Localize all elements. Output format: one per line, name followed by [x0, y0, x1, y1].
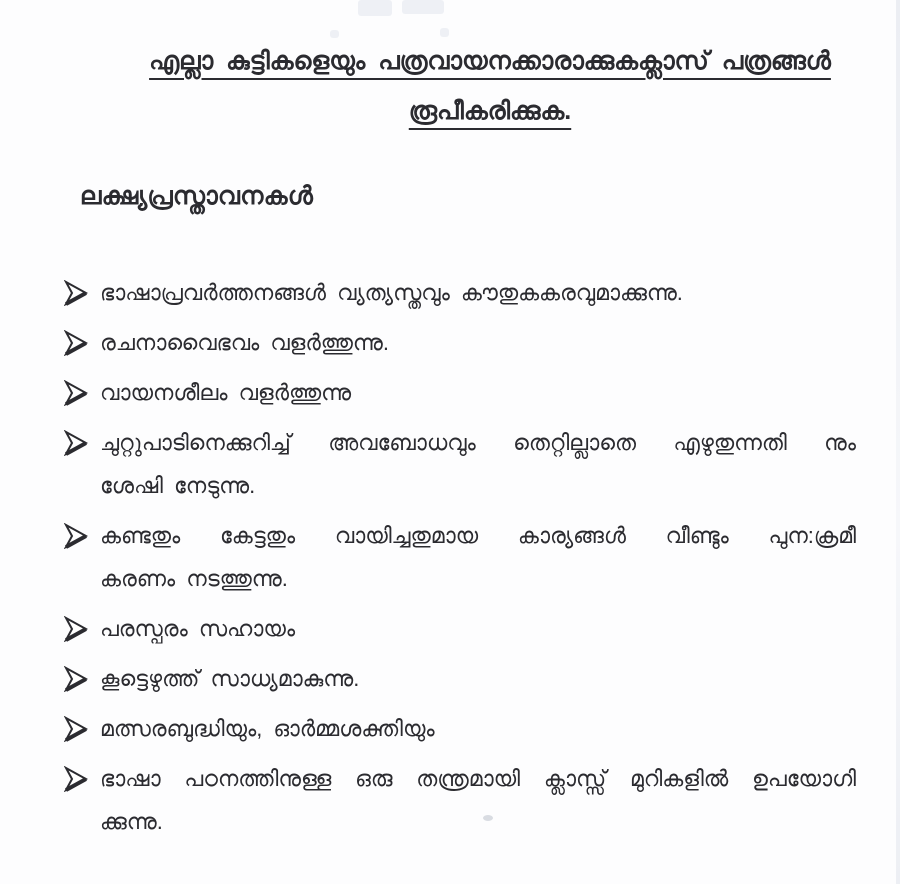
arrow-bullet-icon — [64, 371, 88, 414]
list-item — [64, 607, 856, 650]
list-item — [64, 321, 856, 364]
arrow-bullet-icon — [64, 271, 88, 314]
arrow-bullet-icon — [64, 321, 88, 364]
arrow-bullet-icon — [64, 757, 88, 800]
goal-text-continued: ശേഷി നേടുന്നു. — [100, 473, 256, 498]
scan-artifact — [440, 28, 449, 37]
goal-text: ഭാഷാപ്രവർത്തനങ്ങൾ വ്യത്യസ്തവും കൗതുകകരവുമാക്കുന്നു. — [100, 280, 683, 305]
list-item — [64, 514, 856, 600]
scan-artifact — [402, 0, 444, 14]
section-heading: ലക്ഷ്യപ്രസ്താവനകൾ — [80, 182, 314, 210]
goal-text: ചുറ്റുപാടിനെക്കുറിച്ച് അവബോധവും തെറ്റില്ലാതെ എഴുതുന്നതി നും — [100, 430, 856, 455]
arrow-bullet-icon — [64, 707, 88, 750]
arrow-bullet-icon — [64, 514, 88, 557]
title-line-2: രൂപീകരിക്കുക. — [408, 97, 572, 125]
goal-text-continued: കരണം നടത്തുന്നു. — [100, 566, 288, 591]
goal-text: ഭാഷാ പഠനത്തിനുള്ള ഒരു തന്ത്രമായി ക്ലാസ്സ് മുറികളിൽ ഉപയോഗി — [100, 766, 856, 791]
list-item — [64, 757, 856, 843]
goal-text: വായനശീലം വളർത്തുന്നു — [100, 380, 352, 405]
goal-text: രചനാവൈഭവം വളർത്തുന്നു. — [100, 330, 389, 355]
goal-text: കണ്ടതും കേട്ടതും വായിച്ചതുമായ കാര്യങ്ങൾ വീണ്ടും പുന:ക്രമീ — [100, 523, 856, 548]
arrow-bullet-icon — [64, 607, 88, 650]
arrow-bullet-icon — [64, 657, 88, 700]
scan-artifact — [330, 30, 339, 38]
goal-text: മത്സരബുദ്ധിയും, ഓർമ്മശക്തിയും — [100, 716, 435, 741]
list-item — [64, 657, 856, 700]
goal-text: പരസ്പരം സഹായം — [100, 616, 296, 641]
goal-text: കൂട്ടെഴുത്ത് സാധ്യമാകുന്നു. — [100, 666, 360, 691]
list-item — [64, 421, 856, 507]
list-item — [64, 371, 856, 414]
scan-artifact — [483, 815, 493, 821]
list-item — [64, 707, 856, 750]
document-title — [110, 44, 870, 128]
title-line-1: എല്ലാ കുട്ടികളെയും പത്രവായനക്കാരാക്കുകക്ലാസ് പത്രങ്ങൾ — [149, 47, 831, 75]
arrow-bullet-icon — [64, 421, 88, 464]
list-item — [64, 271, 856, 314]
scan-artifact — [358, 0, 392, 16]
page-edge-shadow — [896, 0, 900, 884]
goals-list — [0, 271, 900, 843]
goal-text-continued: ക്കുന്നു. — [100, 809, 163, 834]
